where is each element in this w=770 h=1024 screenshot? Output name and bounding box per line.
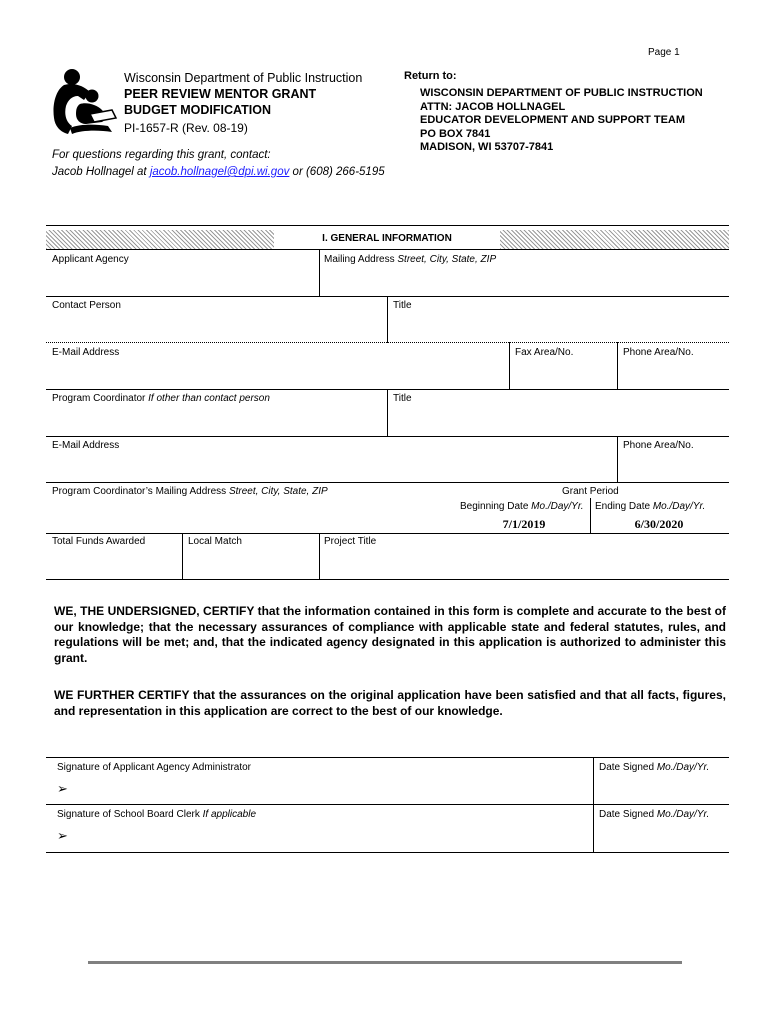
form-title-line1: PEER REVIEW MENTOR GRANT xyxy=(124,87,317,101)
questions-line1: For questions regarding this grant, contact: xyxy=(52,149,271,161)
project-title-label: Project Title xyxy=(324,536,377,547)
beginning-date-value[interactable]: 7/1/2019 xyxy=(502,517,546,531)
contact-person-field[interactable] xyxy=(52,300,121,311)
clerk-signature-field[interactable] xyxy=(57,809,256,820)
email-label: E-Mail Address xyxy=(52,347,120,358)
coordinator-phone-label: Phone Area/No. xyxy=(623,440,694,451)
grant-period-label: Grant Period xyxy=(562,486,619,497)
return-address-line: MADISON, WI 53707-7841 xyxy=(420,141,554,153)
row-divider xyxy=(46,342,729,343)
fax-label: Fax Area/No. xyxy=(515,347,574,358)
beginning-date-label xyxy=(460,501,584,512)
program-coordinator-hint: If other than contact person xyxy=(148,393,270,404)
return-address-line: PO BOX 7841 xyxy=(420,127,491,140)
mailing-address-field[interactable] xyxy=(324,254,496,265)
section-header xyxy=(46,230,729,250)
coordinator-mailing-hint: Street, City, State, ZIP xyxy=(228,486,328,497)
ending-date-text: Ending Date xyxy=(595,501,651,512)
local-match-field[interactable] xyxy=(188,536,242,547)
project-title-field[interactable] xyxy=(324,536,376,547)
clerk-signature-label: Signature of School Board Clerk xyxy=(57,809,200,820)
return-address xyxy=(420,87,703,155)
cell-divider xyxy=(593,757,594,853)
arrow-icon: ➢ xyxy=(57,828,68,843)
form-number: PI-1657-R (Rev. 08-19) xyxy=(124,121,248,135)
clerk-signature-hint: If applicable xyxy=(202,809,257,820)
questions-prefix: Jacob Hollnagel at xyxy=(52,166,150,178)
program-coordinator-field[interactable] xyxy=(52,393,270,404)
cell-divider xyxy=(387,389,388,436)
total-funds-label: Total Funds Awarded xyxy=(52,536,146,547)
contact-email-link[interactable]: jacob.hollnagel@dpi.wi.gov xyxy=(149,166,290,178)
coordinator-title-field[interactable] xyxy=(393,393,412,404)
date-signed-hint: Mo./Day/Yr. xyxy=(656,762,710,773)
title-label: Title xyxy=(393,300,412,311)
phone-label: Phone Area/No. xyxy=(623,347,694,358)
coordinator-phone-field[interactable] xyxy=(623,440,694,451)
page-number: Page 1 xyxy=(648,47,680,58)
clerk-date-signed-hint: Mo./Day/Yr. xyxy=(656,809,710,820)
local-match-label: Local Match xyxy=(188,536,242,547)
title-field[interactable] xyxy=(393,300,412,311)
coordinator-email-label: E-Mail Address xyxy=(52,440,120,451)
cell-divider xyxy=(319,250,320,297)
coordinator-title-label: Title xyxy=(393,393,412,404)
total-funds-field[interactable] xyxy=(52,536,145,547)
applicant-agency-label: Applicant Agency xyxy=(52,254,129,265)
header-divider xyxy=(46,225,729,226)
coordinator-mailing-field[interactable] xyxy=(52,486,328,497)
certification-paragraph-2: WE FURTHER CERTIFY that the assurances on the original application have been satisfied and that all facts, figures, and representation in this application are correct to the best of our knowledge. xyxy=(54,688,726,718)
admin-signature-label: Signature of Applicant Agency Administrator xyxy=(57,762,252,773)
return-to-label: Return to: xyxy=(404,70,457,82)
admin-signature-field[interactable] xyxy=(57,762,251,773)
cell-divider xyxy=(509,342,510,389)
section-title: I. GENERAL INFORMATION xyxy=(322,233,452,244)
ending-date-hint: Mo./Day/Yr. xyxy=(652,501,706,512)
date-signed-field[interactable] xyxy=(599,762,709,773)
ending-date-label xyxy=(595,501,705,512)
row-divider xyxy=(46,757,729,758)
questions-suffix: or (608) 266-5195 xyxy=(289,166,385,178)
certification-paragraph-1: WE, THE UNDERSIGNED, CERTIFY that the information contained in this form is complete and accurate to the best of our knowledge; that the necessary assurances of compliance with applicable state and federal statutes, rules, and regulations will be met; and, that the indicated agency designated in this application is authorized to administer this grant. xyxy=(54,604,726,665)
clerk-date-signed-label: Date Signed xyxy=(599,809,655,820)
footer-rule xyxy=(88,961,682,964)
program-coordinator-label: Program Coordinator xyxy=(52,393,146,404)
beginning-date-text: Beginning Date xyxy=(460,501,529,512)
row-divider xyxy=(46,852,729,853)
cell-divider xyxy=(590,498,591,533)
dpi-logo xyxy=(50,66,118,138)
mailing-address-label: Mailing Address xyxy=(324,254,395,265)
coordinator-mailing-label: Program Coordinator’s Mailing Address xyxy=(52,486,227,497)
hatch-pattern xyxy=(46,230,274,249)
cell-divider xyxy=(387,296,388,343)
cell-divider xyxy=(617,436,618,483)
beginning-date-hint: Mo./Day/Yr. xyxy=(531,501,584,512)
coordinator-email-field[interactable] xyxy=(52,440,119,451)
form-title-line2: BUDGET MODIFICATION xyxy=(124,103,271,117)
phone-field[interactable] xyxy=(623,347,694,358)
row-divider xyxy=(46,579,729,580)
mailing-address-hint: Street, City, State, ZIP xyxy=(397,254,497,265)
clerk-date-signed-field[interactable] xyxy=(599,809,709,820)
return-address-line: WISCONSIN DEPARTMENT OF PUBLIC INSTRUCTION xyxy=(420,87,703,99)
contact-info xyxy=(52,147,385,181)
arrow-icon: ➢ xyxy=(57,781,68,796)
department-name: Wisconsin Department of Public Instruction xyxy=(124,71,363,85)
return-address-line: ATTN: JACOB HOLLNAGEL xyxy=(420,100,566,113)
fax-field[interactable] xyxy=(515,347,573,358)
cell-divider xyxy=(319,533,320,579)
row-divider xyxy=(46,533,729,534)
date-signed-label: Date Signed xyxy=(599,762,655,773)
row-divider xyxy=(46,804,729,805)
row-divider xyxy=(46,436,729,437)
row-divider xyxy=(46,482,729,483)
return-address-line: EDUCATOR DEVELOPMENT AND SUPPORT TEAM xyxy=(420,114,686,126)
ending-date-value[interactable]: 6/30/2020 xyxy=(634,517,684,531)
email-field[interactable] xyxy=(52,347,119,358)
hatch-pattern xyxy=(500,230,729,249)
contact-person-label: Contact Person xyxy=(52,300,121,311)
cell-divider xyxy=(182,533,183,579)
cell-divider xyxy=(617,342,618,389)
applicant-agency-field[interactable] xyxy=(52,254,129,265)
